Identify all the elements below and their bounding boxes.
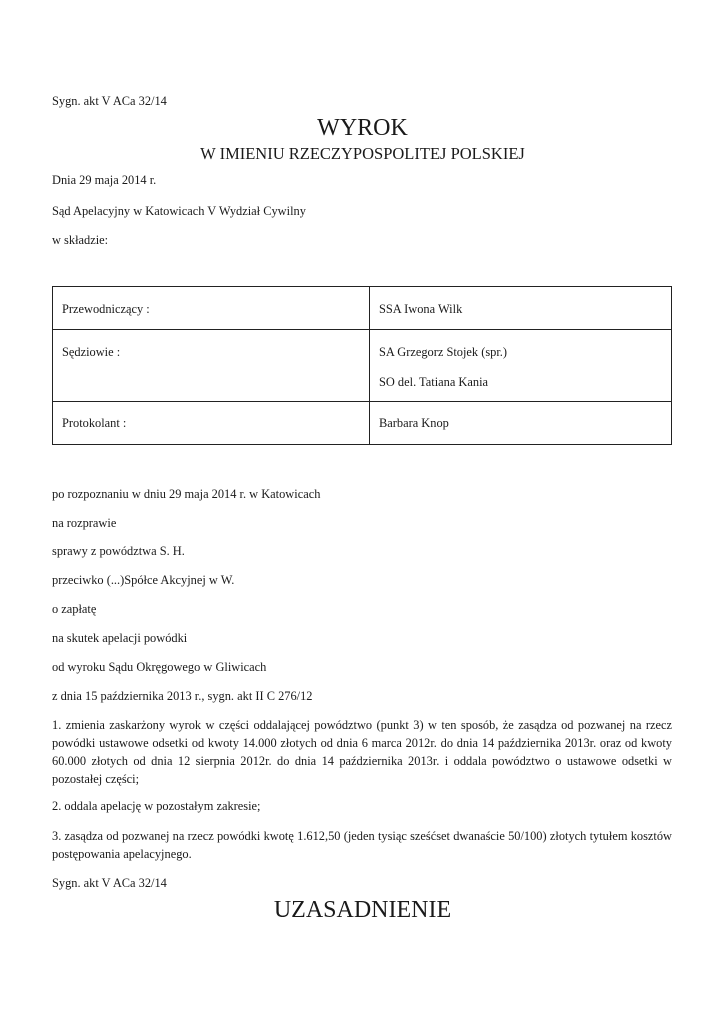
case-reference: Sygn. akt V ACa 32/14 — [52, 94, 167, 108]
composition-row-clerk — [53, 402, 672, 445]
case-reference-footer: Sygn. akt V ACa 32/14 — [52, 876, 167, 890]
role-cell — [53, 330, 370, 402]
court-name: Sąd Apelacyjny w Katowicach V Wydział Cywilny — [52, 204, 306, 218]
document-subtitle: W IMIENIU RZECZYPOSPOLITEJ POLSKIEJ — [200, 144, 525, 163]
judge-name: SA Grzegorz Stojek (spr.) — [379, 345, 508, 359]
role-label: Przewodniczący : — [62, 302, 150, 316]
role-cell — [53, 402, 370, 445]
document-title: WYROK — [317, 115, 408, 141]
proceedings-line: od wyroku Sądu Okręgowego w Gliwicach — [52, 660, 267, 674]
judgment-date: Dnia 29 maja 2014 r. — [52, 173, 157, 187]
ruling-item: 2. oddala apelację w pozostałym zakresie; — [52, 799, 261, 813]
judge-name: SO del. Tatiana Kania — [379, 375, 489, 389]
names-cell — [370, 402, 672, 445]
proceedings-line: na skutek apelacji powódki — [52, 631, 188, 645]
ruling-item: 1. zmienia zaskarżony wyrok w części oddalającej powództwo (punkt 3) w ten sposób, że zasądza od pozwanej na rzecz powódki ustawowe odsetki od kwoty 14.000 złotych od dnia 6 marca 2012r. do dnia 14 października 2013r. oraz od kwoty 60.000 złotych od dnia 12 sierpnia 2012r. do dnia 14 października 2013r. i oddala powództwo o ustawowe odsetki w pozostałej części; — [52, 718, 672, 786]
proceedings-line: sprawy z powództwa S. H. — [52, 544, 185, 558]
judge-name: SSA Iwona Wilk — [379, 302, 463, 316]
composition-row-presiding — [53, 287, 672, 330]
role-label: Sędziowie : — [62, 345, 121, 359]
ruling-item: 3. zasądza od pozwanej na rzecz powódki kwotę 1.612,50 (jeden tysiąc sześćset dwanaście 50/100) złotych tytułem kosztów postępowania apelacyjnego. — [52, 829, 672, 861]
proceedings-line: po rozpoznaniu w dniu 29 maja 2014 r. w Katowicach — [52, 487, 321, 501]
justification-title: UZASADNIENIE — [273, 897, 452, 923]
composition-row-judges — [53, 330, 672, 402]
proceedings-line: z dnia 15 października 2013 r., sygn. akt II C 276/12 — [52, 689, 313, 703]
role-cell — [53, 287, 370, 330]
proceedings-line: przeciwko (...)Spółce Akcyjnej w W. — [52, 573, 235, 587]
clerk-name: Barbara Knop — [379, 416, 449, 430]
names-cell — [370, 287, 672, 330]
composition-label: w składzie: — [52, 233, 109, 247]
proceedings-line: o zapłatę — [52, 602, 97, 616]
court-composition-table — [52, 286, 672, 445]
role-label: Protokolant : — [62, 416, 127, 430]
names-cell — [370, 330, 672, 402]
proceedings-line: na rozprawie — [52, 516, 117, 530]
